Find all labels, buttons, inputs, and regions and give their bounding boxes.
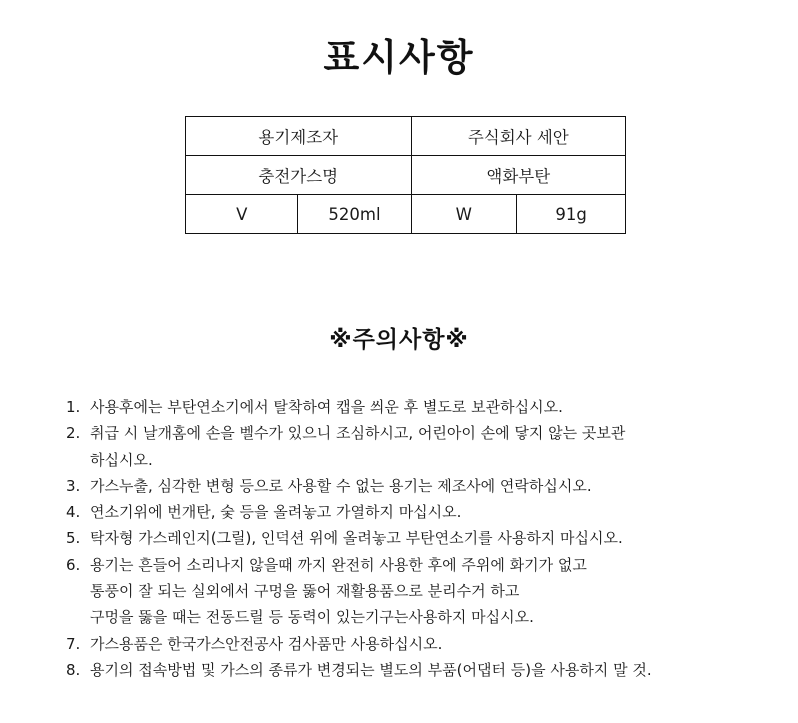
table-row (186, 117, 626, 156)
volume-value: 520ml (298, 195, 411, 234)
item-text: 탁자형 가스레인지(그릴), 인덕션 위에 올려놓고 부탄연소기를 사용하지 마십시오. (90, 529, 623, 548)
table-row (186, 195, 626, 234)
item-text: 가스누출, 심각한 변형 등으로 사용할 수 없는 용기는 제조사에 연락하십시오. (90, 476, 592, 495)
item-number: 3. (66, 476, 81, 495)
item-text: 통풍이 잘 되는 실외에서 구멍을 뚫어 재활용품으로 분리수거 하고 (90, 582, 520, 601)
list-item (66, 473, 766, 499)
list-item (66, 525, 766, 551)
list-item (66, 657, 766, 683)
item-text: 하십시오. (90, 450, 153, 469)
page-title: 표시사항 (323, 36, 475, 79)
caution-list (66, 394, 766, 683)
list-item (66, 552, 766, 631)
caution-title: ※주의사항※ (329, 327, 469, 353)
gas-value: 액화부탄 (411, 156, 625, 195)
manufacturer-label: 용기제조자 (186, 117, 412, 156)
item-text: 사용후에는 부탄연소기에서 탈착하여 캡을 씌운 후 별도로 보관하십시오. (90, 398, 563, 416)
item-text: 연소기위에 번개탄, 숯 등을 올려놓고 가열하지 마십시오. (90, 503, 462, 522)
item-text: 취급 시 날개홈에 손을 벨수가 있으니 조심하시고, 어린아이 손에 닿지 않는 곳보관 (90, 424, 626, 443)
spec-table (185, 116, 626, 234)
weight-label: W (411, 195, 517, 234)
item-text: 구멍을 뚫을 때는 전동드릴 등 동력이 있는기구는사용하지 마십시오. (90, 608, 534, 627)
item-number: 4. (66, 503, 81, 522)
item-text: 용기의 접속방법 및 가스의 종류가 변경되는 별도의 부품(어댑터 등)을 사용하지 말 것. (90, 660, 652, 679)
item-number: 7. (66, 634, 81, 653)
gas-label: 충전가스명 (186, 156, 412, 195)
item-number: 8. (66, 660, 81, 679)
volume-label: V (186, 195, 298, 234)
item-text: 용기는 흔들어 소리나지 않을때 까지 완전히 사용한 후에 주위에 화기가 없고 (90, 555, 587, 574)
list-item (66, 394, 766, 420)
list-item (66, 631, 766, 657)
manufacturer-value: 주식회사 세안 (411, 117, 625, 156)
table-row (186, 156, 626, 195)
item-number: 5. (66, 529, 81, 548)
item-text: 가스용품은 한국가스안전공사 검사품만 사용하십시오. (90, 634, 443, 653)
list-item (66, 420, 766, 473)
weight-value: 91g (517, 195, 626, 234)
item-number: 6. (66, 555, 81, 574)
item-number: 2. (66, 424, 81, 443)
item-number: 1. (66, 398, 81, 416)
list-item (66, 499, 766, 525)
